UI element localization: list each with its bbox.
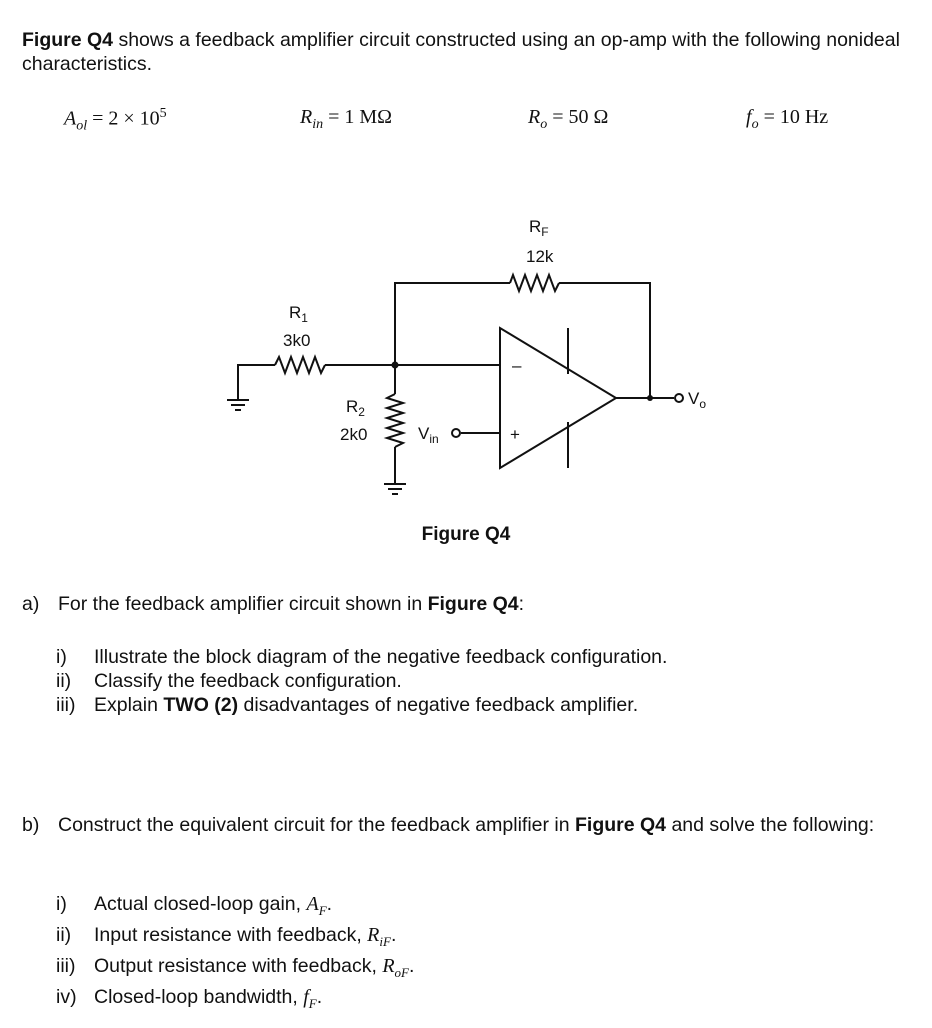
figure-caption: Figure Q4 (421, 524, 511, 545)
part-b-question: b) Construct the equivalent circuit for the feedback amplifier in Figure Q4 and solve the following: (22, 814, 875, 836)
part-a-tag: a) (22, 593, 40, 615)
part-a-question: a) For the feedback amplifier circuit shown in Figure Q4: (22, 593, 525, 615)
r1-left-wire (238, 365, 275, 399)
vout-terminal (675, 394, 683, 402)
part-b-item: i) Actual closed-loop gain, $A_F$. (56, 893, 333, 918)
part-b-list (56, 892, 414, 1016)
param-frequency: $f_o = 10$ Hz (746, 106, 829, 132)
noninverting-input-sign: + (510, 425, 520, 444)
feedback-wire (395, 283, 510, 365)
vin-terminal (452, 429, 460, 437)
r2-resistor (387, 394, 403, 447)
param-output-resistance: $R_o = 50$ Ω (528, 106, 609, 132)
vout-label: $V_o$ (688, 389, 707, 411)
part-a-item: ii) Classify the feedback configuration. (56, 670, 402, 692)
r1-value: 3k0 (283, 331, 311, 350)
part-b-item: ii) Input resistance with feedback, $R_{iF}$. (56, 923, 397, 949)
op-amp-triangle (500, 328, 616, 468)
output-junction-dot (647, 395, 653, 401)
r2-value: 2k0 (340, 425, 368, 444)
part-b-tag: b) (22, 814, 40, 836)
rf-resistor (510, 275, 559, 291)
part-a-list (56, 645, 667, 717)
r2-label: $R_2$ (346, 397, 365, 419)
rf-value: 12k (526, 247, 554, 266)
rf-label: $R_F$ (529, 217, 549, 239)
param-input-resistance: $R_{in} = 1$ MΩ (300, 106, 393, 132)
inverting-input-sign: – (512, 356, 522, 375)
part-a-item: iii) Explain TWO (2) disadvantages of negative feedback amplifier. (56, 694, 639, 716)
intro-text: shows a feedback amplifier circuit constructed using an op-amp with the following nonideal characteristics. (22, 29, 900, 75)
part-a-item: i) Illustrate the block diagram of the negative feedback configuration. (56, 646, 668, 668)
part-b-item: iv) Closed-loop bandwidth, $f_F$. (56, 985, 323, 1011)
junction-dot (392, 362, 399, 369)
param-open-loop-gain: $A_{ol} = 2 \times 10^5$ (64, 106, 167, 134)
intro-bold-lead: Figure Q4 (22, 29, 114, 51)
r1-resistor (275, 357, 325, 373)
feedback-wire-right (559, 283, 650, 398)
vin-label: $V_{in}$ (418, 424, 439, 446)
part-b-item: iii) Output resistance with feedback, $R_{oF}$. (56, 954, 415, 980)
r1-label: $R_1$ (289, 303, 308, 325)
